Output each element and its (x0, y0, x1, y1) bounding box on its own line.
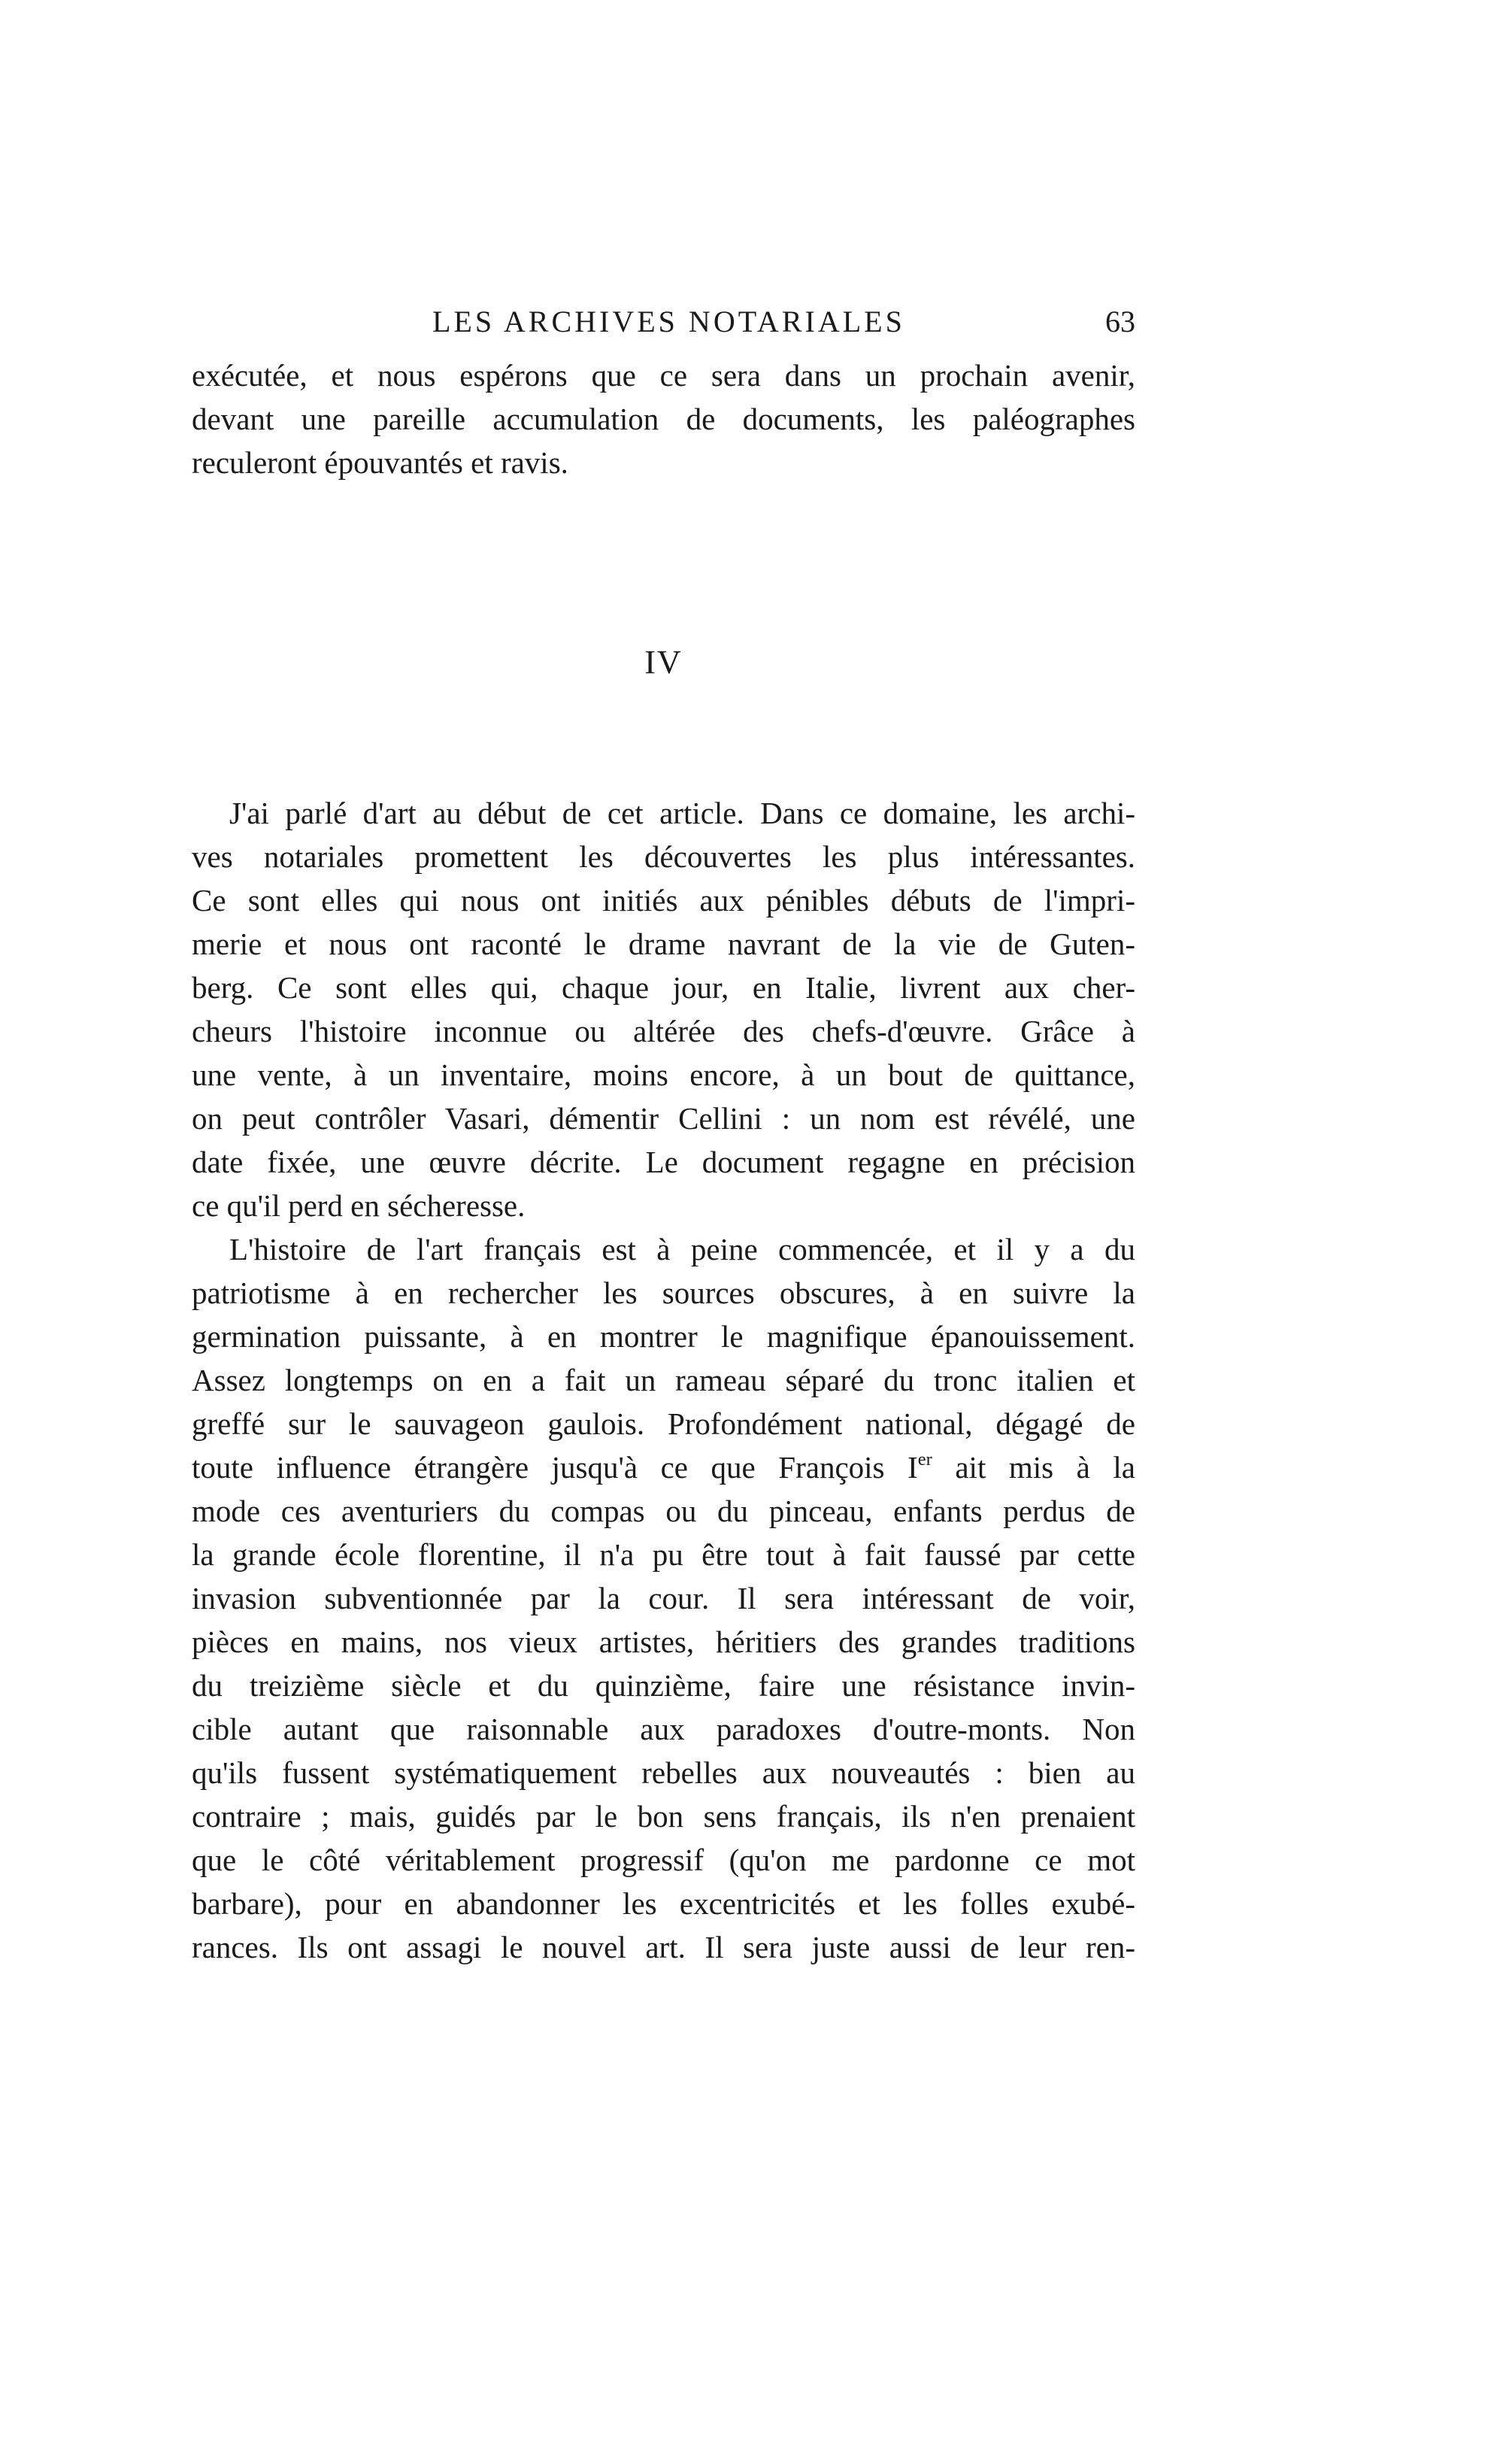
text-line: patriotisme à en rechercher les sources obscures, à en suivre la (192, 1276, 1135, 1310)
text-fragment: toute influence étrangère jusqu'à ce que François I (192, 1450, 918, 1485)
text-line: rances. Ils ont assagi le nouvel art. Il sera juste aussi de leur ren- (192, 1930, 1135, 1964)
text-line: devant une pareille accumulation de documents, les paléographes (192, 402, 1135, 436)
text-line: ce qu'il perd en sécheresse. (192, 1188, 526, 1223)
page-number: 63 (1105, 305, 1135, 338)
text-line: ves notariales promettent les découvertes les plus intéressantes. (192, 839, 1135, 874)
text-line: J'ai parlé d'art au début de cet article. Dans ce domaine, les archi- (229, 796, 1135, 830)
section-heading: IV (644, 644, 683, 681)
text-line: L'histoire de l'art français est à peine commencée, et il y a du (229, 1232, 1135, 1266)
text-line: on peut contrôler Vasari, démentir Cellini : un nom est révélé, une (192, 1101, 1135, 1136)
text-line: que le côté véritablement progressif (qu'on me pardonne ce mot (192, 1843, 1135, 1877)
text-line: contraire ; mais, guidés par le bon sens français, ils n'en prenaient (192, 1799, 1135, 1834)
superscript: er (917, 1448, 932, 1470)
text-line: berg. Ce sont elles qui, chaque jour, en Italie, livrent aux cher- (192, 970, 1135, 1005)
text-line (192, 1445, 1135, 1489)
text-line: date fixée, une œuvre décrite. Le document regagne en précision (192, 1145, 1135, 1179)
text-line: qu'ils fussent systématiquement rebelles aux nouveautés : bien au (192, 1755, 1135, 1790)
text-line: mode ces aventuriers du compas ou du pinceau, enfants perdus de (192, 1494, 1135, 1528)
text-line: cheurs l'histoire inconnue ou altérée des chefs-d'œuvre. Grâce à (192, 1014, 1135, 1048)
text-line: reculeront épouvantés et ravis. (192, 445, 568, 480)
text-line: germination puissante, à en montrer le magnifique épanouissement. (192, 1319, 1135, 1354)
text-line: Ce sont elles qui nous ont initiés aux pénibles débuts de l'impri- (192, 883, 1135, 918)
running-head (192, 304, 1135, 349)
running-title: LES ARCHIVES NOTARIALES (432, 305, 905, 338)
text-line: une vente, à un inventaire, moins encore, à un bout de quittance, (192, 1057, 1135, 1092)
text-line: cible autant que raisonnable aux paradoxes d'outre-monts. Non (192, 1712, 1135, 1746)
text-line: barbare), pour en abandonner les excentricités et les folles exubé- (192, 1886, 1135, 1921)
text-line: la grande école florentine, il n'a pu être tout à fait faussé par cette (192, 1537, 1135, 1572)
text-line: pièces en mains, nos vieux artistes, héritiers des grandes traditions (192, 1624, 1135, 1659)
text-line: du treizième siècle et du quinzième, faire une résistance invin- (192, 1668, 1135, 1703)
text-line: invasion subventionnée par la cour. Il sera intéressant de voir, (192, 1581, 1135, 1615)
text-line: exécutée, et nous espérons que ce sera dans un prochain avenir, (192, 358, 1135, 393)
text-fragment: ait mis à la (932, 1450, 1135, 1485)
text-line: greffé sur le sauvageon gaulois. Profondément national, dégagé de (192, 1406, 1135, 1441)
text-line: merie et nous ont raconté le drame navrant de la vie de Guten- (192, 927, 1135, 961)
text-line: Assez longtemps on en a fait un rameau séparé du tronc italien et (192, 1363, 1135, 1397)
